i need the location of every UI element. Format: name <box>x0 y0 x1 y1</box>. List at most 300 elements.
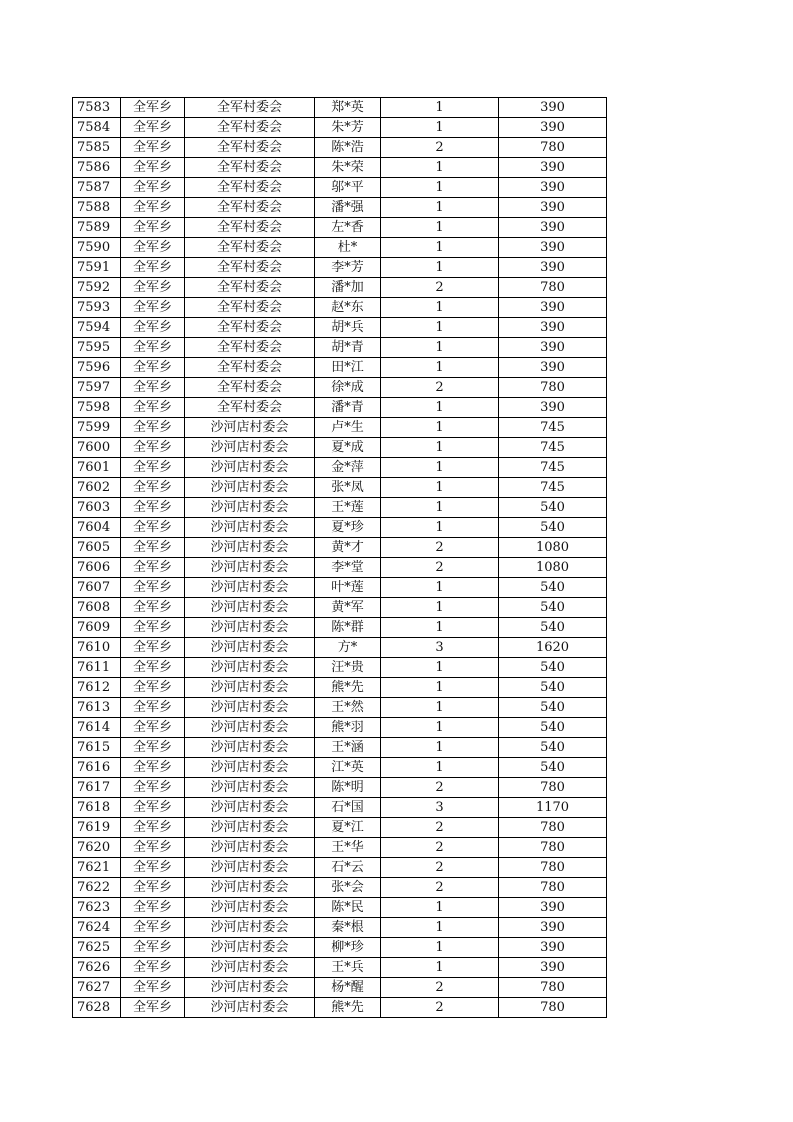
household-count-cell: 2 <box>381 878 499 898</box>
amount-cell: 540 <box>499 518 607 538</box>
township-cell: 全军乡 <box>121 898 185 918</box>
township-cell: 全军乡 <box>121 398 185 418</box>
person-name-cell: 石*云 <box>315 858 381 878</box>
village-committee-cell: 沙河店村委会 <box>185 718 315 738</box>
amount-cell: 540 <box>499 698 607 718</box>
table-row <box>73 278 607 298</box>
person-name-cell: 邬*平 <box>315 178 381 198</box>
table-row <box>73 938 607 958</box>
household-count-cell: 1 <box>381 338 499 358</box>
township-cell: 全军乡 <box>121 578 185 598</box>
amount-cell: 540 <box>499 658 607 678</box>
person-name-cell: 王*然 <box>315 698 381 718</box>
record-number-cell: 7623 <box>73 898 121 918</box>
amount-cell: 390 <box>499 218 607 238</box>
record-number-cell: 7627 <box>73 978 121 998</box>
amount-cell: 390 <box>499 938 607 958</box>
person-name-cell: 左*香 <box>315 218 381 238</box>
amount-cell: 390 <box>499 958 607 978</box>
village-committee-cell: 沙河店村委会 <box>185 698 315 718</box>
amount-cell: 780 <box>499 278 607 298</box>
amount-cell: 390 <box>499 898 607 918</box>
village-committee-cell: 全军村委会 <box>185 158 315 178</box>
record-number-cell: 7615 <box>73 738 121 758</box>
village-committee-cell: 全军村委会 <box>185 258 315 278</box>
village-committee-cell: 沙河店村委会 <box>185 878 315 898</box>
table-row <box>73 178 607 198</box>
table-row <box>73 798 607 818</box>
township-cell: 全军乡 <box>121 878 185 898</box>
township-cell: 全军乡 <box>121 298 185 318</box>
record-number-cell: 7591 <box>73 258 121 278</box>
table-row <box>73 418 607 438</box>
person-name-cell: 夏*江 <box>315 818 381 838</box>
household-count-cell: 3 <box>381 638 499 658</box>
township-cell: 全军乡 <box>121 118 185 138</box>
record-number-cell: 7587 <box>73 178 121 198</box>
village-committee-cell: 沙河店村委会 <box>185 418 315 438</box>
household-count-cell: 1 <box>381 738 499 758</box>
township-cell: 全军乡 <box>121 158 185 178</box>
amount-cell: 780 <box>499 378 607 398</box>
record-number-cell: 7601 <box>73 458 121 478</box>
household-count-cell: 1 <box>381 498 499 518</box>
village-committee-cell: 沙河店村委会 <box>185 938 315 958</box>
amount-cell: 1170 <box>499 798 607 818</box>
village-committee-cell: 全军村委会 <box>185 398 315 418</box>
village-committee-cell: 沙河店村委会 <box>185 798 315 818</box>
household-count-cell: 1 <box>381 98 499 118</box>
village-committee-cell: 全军村委会 <box>185 178 315 198</box>
person-name-cell: 秦*根 <box>315 918 381 938</box>
record-number-cell: 7628 <box>73 998 121 1018</box>
person-name-cell: 卢*生 <box>315 418 381 438</box>
record-number-cell: 7595 <box>73 338 121 358</box>
table-row <box>73 778 607 798</box>
record-number-cell: 7604 <box>73 518 121 538</box>
amount-cell: 540 <box>499 678 607 698</box>
village-committee-cell: 全军村委会 <box>185 318 315 338</box>
record-number-cell: 7622 <box>73 878 121 898</box>
household-count-cell: 1 <box>381 578 499 598</box>
village-committee-cell: 沙河店村委会 <box>185 838 315 858</box>
amount-cell: 540 <box>499 618 607 638</box>
roster-table <box>72 97 607 1018</box>
household-count-cell: 2 <box>381 138 499 158</box>
amount-cell: 1080 <box>499 558 607 578</box>
table-row <box>73 378 607 398</box>
village-committee-cell: 沙河店村委会 <box>185 958 315 978</box>
record-number-cell: 7624 <box>73 918 121 938</box>
household-count-cell: 2 <box>381 838 499 858</box>
person-name-cell: 熊*先 <box>315 998 381 1018</box>
household-count-cell: 1 <box>381 438 499 458</box>
township-cell: 全军乡 <box>121 418 185 438</box>
person-name-cell: 潘*加 <box>315 278 381 298</box>
record-number-cell: 7616 <box>73 758 121 778</box>
village-committee-cell: 沙河店村委会 <box>185 598 315 618</box>
record-number-cell: 7605 <box>73 538 121 558</box>
table-row <box>73 718 607 738</box>
village-committee-cell: 沙河店村委会 <box>185 558 315 578</box>
amount-cell: 540 <box>499 758 607 778</box>
village-committee-cell: 沙河店村委会 <box>185 658 315 678</box>
village-committee-cell: 全军村委会 <box>185 138 315 158</box>
household-count-cell: 1 <box>381 218 499 238</box>
household-count-cell: 1 <box>381 238 499 258</box>
township-cell: 全军乡 <box>121 538 185 558</box>
amount-cell: 390 <box>499 178 607 198</box>
record-number-cell: 7612 <box>73 678 121 698</box>
person-name-cell: 陈*群 <box>315 618 381 638</box>
township-cell: 全军乡 <box>121 758 185 778</box>
amount-cell: 745 <box>499 458 607 478</box>
table-row <box>73 478 607 498</box>
amount-cell: 390 <box>499 918 607 938</box>
township-cell: 全军乡 <box>121 678 185 698</box>
village-committee-cell: 沙河店村委会 <box>185 618 315 638</box>
village-committee-cell: 全军村委会 <box>185 278 315 298</box>
person-name-cell: 杨*醒 <box>315 978 381 998</box>
township-cell: 全军乡 <box>121 138 185 158</box>
household-count-cell: 2 <box>381 378 499 398</box>
village-committee-cell: 沙河店村委会 <box>185 978 315 998</box>
village-committee-cell: 沙河店村委会 <box>185 818 315 838</box>
person-name-cell: 黄*才 <box>315 538 381 558</box>
person-name-cell: 石*国 <box>315 798 381 818</box>
table-row <box>73 558 607 578</box>
person-name-cell: 潘*青 <box>315 398 381 418</box>
person-name-cell: 夏*珍 <box>315 518 381 538</box>
table-row <box>73 298 607 318</box>
record-number-cell: 7625 <box>73 938 121 958</box>
village-committee-cell: 沙河店村委会 <box>185 678 315 698</box>
household-count-cell: 1 <box>381 418 499 438</box>
roster-table-body <box>73 98 607 1018</box>
township-cell: 全军乡 <box>121 818 185 838</box>
township-cell: 全军乡 <box>121 458 185 478</box>
township-cell: 全军乡 <box>121 998 185 1018</box>
amount-cell: 780 <box>499 998 607 1018</box>
amount-cell: 390 <box>499 338 607 358</box>
township-cell: 全军乡 <box>121 518 185 538</box>
amount-cell: 390 <box>499 238 607 258</box>
person-name-cell: 陈*民 <box>315 898 381 918</box>
household-count-cell: 1 <box>381 458 499 478</box>
household-count-cell: 1 <box>381 678 499 698</box>
amount-cell: 540 <box>499 578 607 598</box>
household-count-cell: 3 <box>381 798 499 818</box>
record-number-cell: 7583 <box>73 98 121 118</box>
table-row <box>73 918 607 938</box>
record-number-cell: 7588 <box>73 198 121 218</box>
township-cell: 全军乡 <box>121 718 185 738</box>
table-row <box>73 358 607 378</box>
township-cell: 全军乡 <box>121 218 185 238</box>
table-row <box>73 438 607 458</box>
township-cell: 全军乡 <box>121 338 185 358</box>
person-name-cell: 朱*荣 <box>315 158 381 178</box>
record-number-cell: 7590 <box>73 238 121 258</box>
township-cell: 全军乡 <box>121 658 185 678</box>
amount-cell: 540 <box>499 738 607 758</box>
table-row <box>73 878 607 898</box>
household-count-cell: 1 <box>381 118 499 138</box>
household-count-cell: 2 <box>381 558 499 578</box>
village-committee-cell: 沙河店村委会 <box>185 898 315 918</box>
record-number-cell: 7584 <box>73 118 121 138</box>
table-row <box>73 598 607 618</box>
table-row <box>73 698 607 718</box>
table-row <box>73 198 607 218</box>
amount-cell: 390 <box>499 398 607 418</box>
household-count-cell: 1 <box>381 298 499 318</box>
village-committee-cell: 沙河店村委会 <box>185 778 315 798</box>
household-count-cell: 1 <box>381 918 499 938</box>
village-committee-cell: 沙河店村委会 <box>185 918 315 938</box>
record-number-cell: 7596 <box>73 358 121 378</box>
township-cell: 全军乡 <box>121 978 185 998</box>
table-row <box>73 338 607 358</box>
township-cell: 全军乡 <box>121 558 185 578</box>
person-name-cell: 柳*珍 <box>315 938 381 958</box>
household-count-cell: 1 <box>381 618 499 638</box>
amount-cell: 1620 <box>499 638 607 658</box>
household-count-cell: 1 <box>381 178 499 198</box>
record-number-cell: 7602 <box>73 478 121 498</box>
person-name-cell: 王*涵 <box>315 738 381 758</box>
village-committee-cell: 沙河店村委会 <box>185 738 315 758</box>
table-row <box>73 398 607 418</box>
record-number-cell: 7593 <box>73 298 121 318</box>
table-row <box>73 658 607 678</box>
person-name-cell: 李*芳 <box>315 258 381 278</box>
person-name-cell: 胡*青 <box>315 338 381 358</box>
village-committee-cell: 全军村委会 <box>185 358 315 378</box>
person-name-cell: 叶*莲 <box>315 578 381 598</box>
amount-cell: 390 <box>499 98 607 118</box>
village-committee-cell: 沙河店村委会 <box>185 998 315 1018</box>
township-cell: 全军乡 <box>121 918 185 938</box>
table-row <box>73 678 607 698</box>
table-row <box>73 238 607 258</box>
table-row <box>73 618 607 638</box>
household-count-cell: 2 <box>381 538 499 558</box>
township-cell: 全军乡 <box>121 618 185 638</box>
table-row <box>73 518 607 538</box>
table-row <box>73 138 607 158</box>
village-committee-cell: 全军村委会 <box>185 338 315 358</box>
household-count-cell: 1 <box>381 478 499 498</box>
household-count-cell: 1 <box>381 598 499 618</box>
person-name-cell: 熊*羽 <box>315 718 381 738</box>
record-number-cell: 7594 <box>73 318 121 338</box>
household-count-cell: 1 <box>381 358 499 378</box>
table-row <box>73 258 607 278</box>
record-number-cell: 7600 <box>73 438 121 458</box>
amount-cell: 780 <box>499 838 607 858</box>
amount-cell: 390 <box>499 158 607 178</box>
person-name-cell: 陈*浩 <box>315 138 381 158</box>
village-committee-cell: 沙河店村委会 <box>185 438 315 458</box>
person-name-cell: 金*萍 <box>315 458 381 478</box>
person-name-cell: 王*兵 <box>315 958 381 978</box>
record-number-cell: 7586 <box>73 158 121 178</box>
amount-cell: 780 <box>499 138 607 158</box>
household-count-cell: 2 <box>381 778 499 798</box>
record-number-cell: 7597 <box>73 378 121 398</box>
amount-cell: 540 <box>499 598 607 618</box>
person-name-cell: 王*华 <box>315 838 381 858</box>
record-number-cell: 7599 <box>73 418 121 438</box>
village-committee-cell: 全军村委会 <box>185 198 315 218</box>
village-committee-cell: 全军村委会 <box>185 298 315 318</box>
amount-cell: 780 <box>499 978 607 998</box>
village-committee-cell: 沙河店村委会 <box>185 518 315 538</box>
table-row <box>73 958 607 978</box>
amount-cell: 780 <box>499 858 607 878</box>
record-number-cell: 7609 <box>73 618 121 638</box>
household-count-cell: 2 <box>381 858 499 878</box>
table-row <box>73 118 607 138</box>
amount-cell: 745 <box>499 438 607 458</box>
township-cell: 全军乡 <box>121 238 185 258</box>
township-cell: 全军乡 <box>121 318 185 338</box>
record-number-cell: 7607 <box>73 578 121 598</box>
record-number-cell: 7619 <box>73 818 121 838</box>
person-name-cell: 汪*贵 <box>315 658 381 678</box>
record-number-cell: 7618 <box>73 798 121 818</box>
table-row <box>73 318 607 338</box>
village-committee-cell: 沙河店村委会 <box>185 478 315 498</box>
table-row <box>73 978 607 998</box>
table-row <box>73 98 607 118</box>
township-cell: 全军乡 <box>121 778 185 798</box>
household-count-cell: 1 <box>381 518 499 538</box>
amount-cell: 390 <box>499 198 607 218</box>
person-name-cell: 胡*兵 <box>315 318 381 338</box>
township-cell: 全军乡 <box>121 378 185 398</box>
township-cell: 全军乡 <box>121 958 185 978</box>
person-name-cell: 杜* <box>315 238 381 258</box>
township-cell: 全军乡 <box>121 838 185 858</box>
person-name-cell: 田*江 <box>315 358 381 378</box>
amount-cell: 780 <box>499 818 607 838</box>
household-count-cell: 1 <box>381 698 499 718</box>
township-cell: 全军乡 <box>121 738 185 758</box>
table-row <box>73 858 607 878</box>
village-committee-cell: 沙河店村委会 <box>185 538 315 558</box>
person-name-cell: 朱*芳 <box>315 118 381 138</box>
township-cell: 全军乡 <box>121 198 185 218</box>
table-row <box>73 738 607 758</box>
record-number-cell: 7626 <box>73 958 121 978</box>
household-count-cell: 2 <box>381 818 499 838</box>
table-row <box>73 218 607 238</box>
amount-cell: 745 <box>499 418 607 438</box>
record-number-cell: 7592 <box>73 278 121 298</box>
village-committee-cell: 沙河店村委会 <box>185 758 315 778</box>
person-name-cell: 张*会 <box>315 878 381 898</box>
record-number-cell: 7610 <box>73 638 121 658</box>
amount-cell: 540 <box>499 498 607 518</box>
village-committee-cell: 全军村委会 <box>185 238 315 258</box>
village-committee-cell: 沙河店村委会 <box>185 858 315 878</box>
village-committee-cell: 沙河店村委会 <box>185 458 315 478</box>
person-name-cell: 徐*成 <box>315 378 381 398</box>
township-cell: 全军乡 <box>121 438 185 458</box>
record-number-cell: 7589 <box>73 218 121 238</box>
amount-cell: 1080 <box>499 538 607 558</box>
village-committee-cell: 全军村委会 <box>185 378 315 398</box>
household-count-cell: 2 <box>381 998 499 1018</box>
village-committee-cell: 沙河店村委会 <box>185 498 315 518</box>
household-count-cell: 1 <box>381 198 499 218</box>
table-row <box>73 998 607 1018</box>
household-count-cell: 2 <box>381 978 499 998</box>
village-committee-cell: 全军村委会 <box>185 218 315 238</box>
person-name-cell: 熊*先 <box>315 678 381 698</box>
person-name-cell: 黄*军 <box>315 598 381 618</box>
record-number-cell: 7598 <box>73 398 121 418</box>
township-cell: 全军乡 <box>121 858 185 878</box>
person-name-cell: 张*凤 <box>315 478 381 498</box>
person-name-cell: 王*莲 <box>315 498 381 518</box>
record-number-cell: 7620 <box>73 838 121 858</box>
table-row <box>73 578 607 598</box>
person-name-cell: 赵*东 <box>315 298 381 318</box>
table-row <box>73 898 607 918</box>
record-number-cell: 7606 <box>73 558 121 578</box>
township-cell: 全军乡 <box>121 498 185 518</box>
township-cell: 全军乡 <box>121 358 185 378</box>
table-row <box>73 498 607 518</box>
village-committee-cell: 全军村委会 <box>185 98 315 118</box>
person-name-cell: 李*堂 <box>315 558 381 578</box>
person-name-cell: 潘*强 <box>315 198 381 218</box>
amount-cell: 390 <box>499 258 607 278</box>
person-name-cell: 郑*英 <box>315 98 381 118</box>
table-row <box>73 838 607 858</box>
amount-cell: 390 <box>499 318 607 338</box>
township-cell: 全军乡 <box>121 698 185 718</box>
household-count-cell: 1 <box>381 398 499 418</box>
township-cell: 全军乡 <box>121 178 185 198</box>
township-cell: 全军乡 <box>121 98 185 118</box>
household-count-cell: 1 <box>381 718 499 738</box>
household-count-cell: 1 <box>381 258 499 278</box>
household-count-cell: 1 <box>381 898 499 918</box>
record-number-cell: 7614 <box>73 718 121 738</box>
person-name-cell: 方* <box>315 638 381 658</box>
household-count-cell: 1 <box>381 758 499 778</box>
township-cell: 全军乡 <box>121 258 185 278</box>
record-number-cell: 7621 <box>73 858 121 878</box>
record-number-cell: 7613 <box>73 698 121 718</box>
township-cell: 全军乡 <box>121 938 185 958</box>
village-committee-cell: 沙河店村委会 <box>185 578 315 598</box>
township-cell: 全军乡 <box>121 278 185 298</box>
household-count-cell: 2 <box>381 278 499 298</box>
table-row <box>73 158 607 178</box>
amount-cell: 390 <box>499 358 607 378</box>
township-cell: 全军乡 <box>121 598 185 618</box>
household-count-cell: 1 <box>381 658 499 678</box>
amount-cell: 780 <box>499 778 607 798</box>
village-committee-cell: 全军村委会 <box>185 118 315 138</box>
table-row <box>73 818 607 838</box>
record-number-cell: 7608 <box>73 598 121 618</box>
